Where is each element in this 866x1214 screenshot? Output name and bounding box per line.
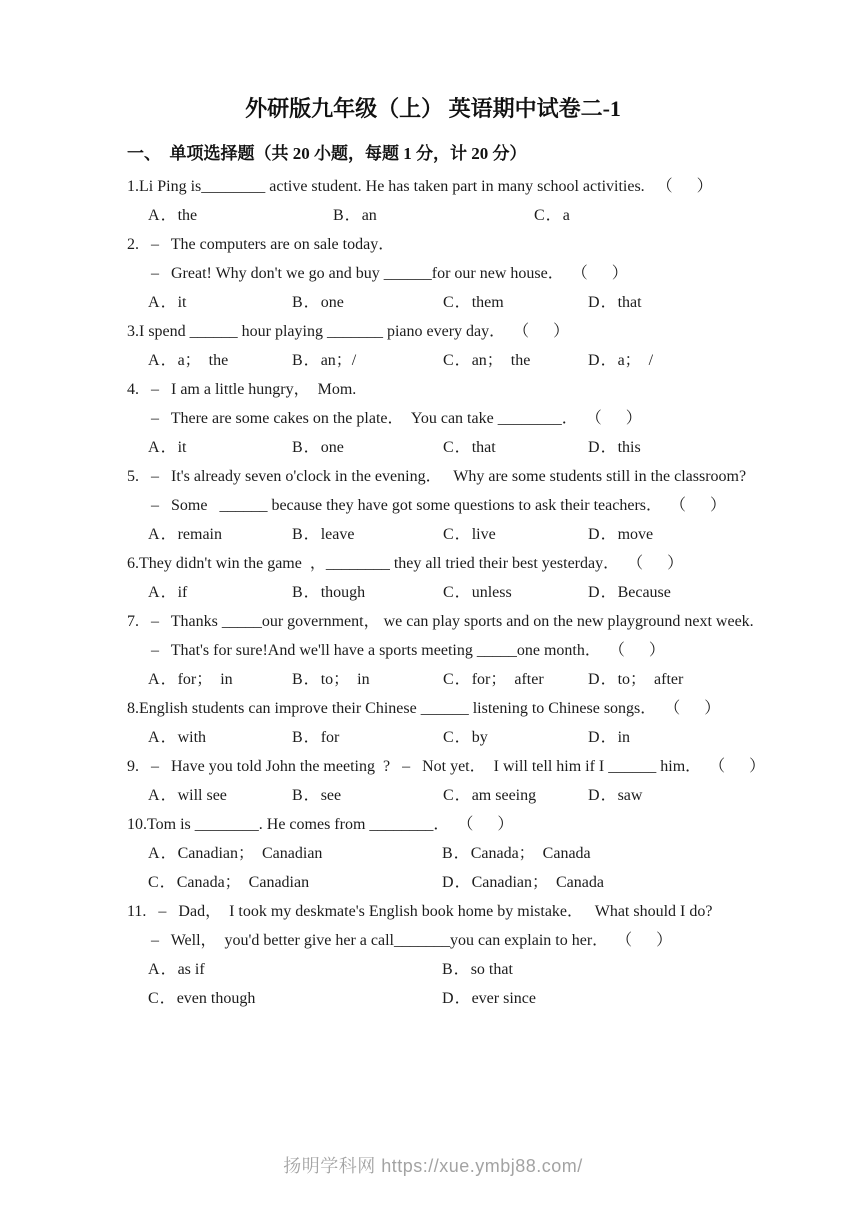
option-separator: ．: [303, 352, 320, 369]
option-text: an: [361, 207, 377, 224]
option-separator: ．: [453, 961, 470, 978]
option-label: B: [292, 352, 303, 369]
question-1: [127, 172, 826, 230]
option-separator: ．: [600, 671, 617, 688]
option-label: B: [292, 671, 303, 688]
option-text: remain: [177, 526, 222, 543]
question-4-option-D: [588, 433, 826, 462]
question-8-option-C: [443, 723, 588, 752]
option-separator: ．: [159, 874, 176, 891]
option-text: Canadian； Canada: [471, 874, 604, 891]
option-separator: ．: [600, 352, 617, 369]
footer-watermark: 扬明学科网 https://xue.ymbj88.com/: [283, 1156, 583, 1176]
question-4-line-1: 4. – I am a little hungry， Mom.: [127, 381, 357, 398]
option-text: in: [617, 729, 631, 746]
option-separator: ．: [303, 787, 320, 804]
question-9-options-row: [127, 781, 826, 810]
option-label: C: [443, 787, 454, 804]
question-3: [127, 317, 826, 375]
option-separator: ．: [453, 845, 470, 862]
footer: [0, 1152, 866, 1178]
question-11-options-row: [127, 984, 826, 1013]
option-text: as if: [177, 961, 205, 978]
option-text: an； the: [471, 352, 531, 369]
question-11-option-C: [148, 984, 442, 1013]
option-separator: ．: [160, 352, 177, 369]
question-3-option-D: [588, 346, 826, 375]
option-label: A: [148, 439, 160, 456]
option-label: D: [588, 584, 600, 601]
question-7: [127, 607, 826, 694]
option-text: a: [562, 207, 570, 224]
question-8-option-D: [588, 723, 826, 752]
option-text: the: [177, 207, 198, 224]
option-text: Canadian； Canadian: [177, 845, 323, 862]
option-label: B: [292, 439, 303, 456]
question-4-option-B: [292, 433, 443, 462]
option-separator: ．: [160, 439, 177, 456]
option-text: so that: [470, 961, 513, 978]
question-9: [127, 752, 826, 810]
option-label: C: [443, 729, 454, 746]
option-label: D: [442, 990, 454, 1007]
option-text: for: [320, 729, 340, 746]
option-text: move: [617, 526, 654, 543]
question-5: [127, 462, 826, 549]
option-separator: ．: [454, 584, 471, 601]
option-text: this: [617, 439, 641, 456]
question-4-option-A: [148, 433, 292, 462]
question-2-options-row: [127, 288, 826, 317]
question-6-option-D: [588, 578, 826, 607]
question-8: [127, 694, 826, 752]
option-text: to； after: [617, 671, 684, 688]
option-separator: ．: [160, 207, 177, 224]
option-label: C: [148, 990, 159, 1007]
questions-list: [127, 172, 826, 1013]
question-8-option-A: [148, 723, 292, 752]
question-3-options-row: [127, 346, 826, 375]
option-separator: ．: [160, 584, 177, 601]
question-6-line-1: 6.They didn't win the game ，________ they all tried their best yesterday． （ ）: [127, 555, 684, 572]
exam-page: [0, 92, 866, 1176]
question-7-option-A: [148, 665, 292, 694]
option-text: one: [320, 439, 344, 456]
option-text: ever since: [471, 990, 536, 1007]
question-5-line-2: – Some ______ because they have got some questions to ask their teachers． （ ）: [151, 497, 726, 514]
question-5-option-B: [292, 520, 443, 549]
question-6-option-A: [148, 578, 292, 607]
question-2-line-2: – Great! Why don't we go and buy ______for our new house． （ ）: [151, 265, 628, 282]
option-text: that: [471, 439, 496, 456]
question-2-option-A: [148, 288, 292, 317]
option-separator: ．: [454, 787, 471, 804]
question-11-line-1: 11. – Dad， I took my deskmate's English book home by mistake． What should I do?: [127, 903, 713, 920]
question-5-options-row: [127, 520, 826, 549]
question-3-option-A: [148, 346, 292, 375]
question-5-line-1: 5. – It's already seven o'clock in the evening． Why are some students still in the classroom?: [127, 468, 747, 485]
question-2-option-C: [443, 288, 588, 317]
option-separator: ．: [545, 207, 562, 224]
option-label: C: [443, 584, 454, 601]
option-text: see: [320, 787, 342, 804]
option-separator: ．: [160, 845, 177, 862]
option-label: B: [292, 294, 303, 311]
option-separator: ．: [303, 294, 320, 311]
option-label: B: [442, 845, 453, 862]
option-label: A: [148, 729, 160, 746]
option-separator: ．: [600, 787, 617, 804]
question-10: [127, 810, 826, 897]
option-label: B: [292, 787, 303, 804]
question-3-option-C: [443, 346, 588, 375]
option-text: an；/: [320, 352, 357, 369]
question-10-option-C: [148, 868, 442, 897]
option-text: saw: [617, 787, 643, 804]
option-label: D: [588, 729, 600, 746]
question-7-option-B: [292, 665, 443, 694]
option-separator: ．: [303, 729, 320, 746]
option-label: B: [292, 729, 303, 746]
option-label: B: [292, 584, 303, 601]
option-label: A: [148, 671, 160, 688]
option-separator: ．: [159, 990, 176, 1007]
option-label: D: [588, 671, 600, 688]
question-7-line-2: – That's for sure!And we'll have a sports meeting _____one month． （ ）: [151, 642, 665, 659]
question-1-line-1: 1.Li Ping is________ active student. He has taken part in many school activities. （ ）: [127, 178, 713, 195]
question-10-option-A: [148, 839, 442, 868]
option-text: that: [617, 294, 642, 311]
option-text: live: [471, 526, 496, 543]
option-separator: ．: [160, 787, 177, 804]
question-9-option-D: [588, 781, 826, 810]
option-separator: ．: [600, 526, 617, 543]
page-title: 外研版九年级（上） 英语期中试卷二-1: [245, 96, 621, 121]
question-1-option-C: [534, 201, 826, 230]
option-text: it: [177, 439, 187, 456]
question-11-option-D: [442, 984, 826, 1013]
question-6-options-row: [127, 578, 826, 607]
option-separator: ．: [160, 671, 177, 688]
option-text: Canada； Canada: [470, 845, 591, 862]
option-text: for； after: [471, 671, 544, 688]
question-5-option-D: [588, 520, 826, 549]
option-separator: ．: [600, 584, 617, 601]
option-separator: ．: [454, 526, 471, 543]
option-text: with: [177, 729, 207, 746]
option-label: A: [148, 294, 160, 311]
question-2: [127, 230, 826, 317]
question-1-option-B: [333, 201, 534, 230]
question-9-option-A: [148, 781, 292, 810]
question-4: [127, 375, 826, 462]
option-separator: ．: [454, 671, 471, 688]
option-label: A: [148, 787, 160, 804]
question-7-line-1: 7. – Thanks _____our government， we can play sports and on the new playground next week.: [127, 613, 754, 630]
option-text: am seeing: [471, 787, 537, 804]
option-separator: ．: [600, 294, 617, 311]
question-11: [127, 897, 826, 1013]
option-label: A: [148, 207, 160, 224]
question-4-option-C: [443, 433, 588, 462]
option-separator: ．: [344, 207, 361, 224]
option-separator: ．: [454, 439, 471, 456]
option-label: C: [443, 352, 454, 369]
question-6-option-B: [292, 578, 443, 607]
option-text: will see: [177, 787, 227, 804]
question-5-option-A: [148, 520, 292, 549]
option-separator: ．: [303, 584, 320, 601]
question-10-option-D: [442, 868, 826, 897]
question-6: [127, 549, 826, 607]
question-5-option-C: [443, 520, 588, 549]
option-separator: ．: [600, 439, 617, 456]
option-label: A: [148, 845, 160, 862]
section-heading: 一、 单项选择题（共 20 小题，每题 1 分，计 20 分）: [127, 144, 527, 163]
question-11-line-2: – Well， you'd better give her a call_______you can explain to her． （ ）: [151, 932, 673, 949]
question-3-line-1: 3.I spend ______ hour playing _______ piano every day． （ ）: [127, 323, 570, 340]
option-label: A: [148, 584, 160, 601]
option-label: C: [443, 526, 454, 543]
question-11-option-A: [148, 955, 442, 984]
question-2-line-1: 2. – The computers are on sale today．: [127, 236, 395, 253]
option-text: a； /: [617, 352, 654, 369]
question-2-option-B: [292, 288, 443, 317]
option-label: D: [588, 787, 600, 804]
question-10-line-1: 10.Tom is ________. He comes from ________． （ ）: [127, 816, 514, 833]
option-label: A: [148, 526, 160, 543]
question-9-option-C: [443, 781, 588, 810]
question-10-options-row: [127, 839, 826, 868]
option-label: C: [443, 439, 454, 456]
option-text: Canada； Canadian: [176, 874, 310, 891]
option-label: D: [588, 294, 600, 311]
question-1-options-row: [127, 201, 826, 230]
option-separator: ．: [454, 729, 471, 746]
question-2-option-D: [588, 288, 826, 317]
option-text: even though: [176, 990, 256, 1007]
option-text: to； in: [320, 671, 370, 688]
option-label: D: [588, 352, 600, 369]
option-separator: ．: [454, 352, 471, 369]
question-4-line-2: – There are some cakes on the plate． You can take ________． （ ）: [151, 410, 642, 427]
option-separator: ．: [600, 729, 617, 746]
option-label: C: [443, 294, 454, 311]
option-text: one: [320, 294, 344, 311]
option-text: them: [471, 294, 504, 311]
question-6-option-C: [443, 578, 588, 607]
question-9-option-B: [292, 781, 443, 810]
option-separator: ．: [303, 671, 320, 688]
option-label: B: [333, 207, 344, 224]
question-7-option-D: [588, 665, 826, 694]
option-text: for； in: [177, 671, 233, 688]
question-10-options-row: [127, 868, 826, 897]
question-8-option-B: [292, 723, 443, 752]
option-text: it: [177, 294, 187, 311]
option-label: B: [292, 526, 303, 543]
question-7-option-C: [443, 665, 588, 694]
question-9-line-1: 9. – Have you told John the meeting ? – Not yet． I will tell him if I ______ him． （ ）: [127, 758, 766, 775]
option-separator: ．: [454, 874, 471, 891]
option-text: unless: [471, 584, 512, 601]
option-label: A: [148, 961, 160, 978]
option-separator: ．: [303, 526, 320, 543]
option-label: C: [148, 874, 159, 891]
question-1-option-A: [148, 201, 333, 230]
option-text: though: [320, 584, 366, 601]
question-8-line-1: 8.English students can improve their Chinese ______ listening to Chinese songs． （ ）: [127, 700, 721, 717]
option-separator: ．: [454, 990, 471, 1007]
option-label: C: [443, 671, 454, 688]
option-separator: ．: [303, 439, 320, 456]
option-label: D: [588, 526, 600, 543]
option-label: D: [588, 439, 600, 456]
question-3-option-B: [292, 346, 443, 375]
option-separator: ．: [160, 729, 177, 746]
question-4-options-row: [127, 433, 826, 462]
option-separator: ．: [160, 526, 177, 543]
option-text: a； the: [177, 352, 229, 369]
option-label: A: [148, 352, 160, 369]
option-label: C: [534, 207, 545, 224]
option-label: B: [442, 961, 453, 978]
option-text: by: [471, 729, 488, 746]
question-7-options-row: [127, 665, 826, 694]
option-separator: ．: [160, 294, 177, 311]
question-10-option-B: [442, 839, 826, 868]
question-11-options-row: [127, 955, 826, 984]
option-text: Because: [617, 584, 671, 601]
option-text: if: [177, 584, 188, 601]
question-8-options-row: [127, 723, 826, 752]
option-separator: ．: [454, 294, 471, 311]
option-label: D: [442, 874, 454, 891]
option-separator: ．: [160, 961, 177, 978]
option-text: leave: [320, 526, 355, 543]
question-11-option-B: [442, 955, 826, 984]
